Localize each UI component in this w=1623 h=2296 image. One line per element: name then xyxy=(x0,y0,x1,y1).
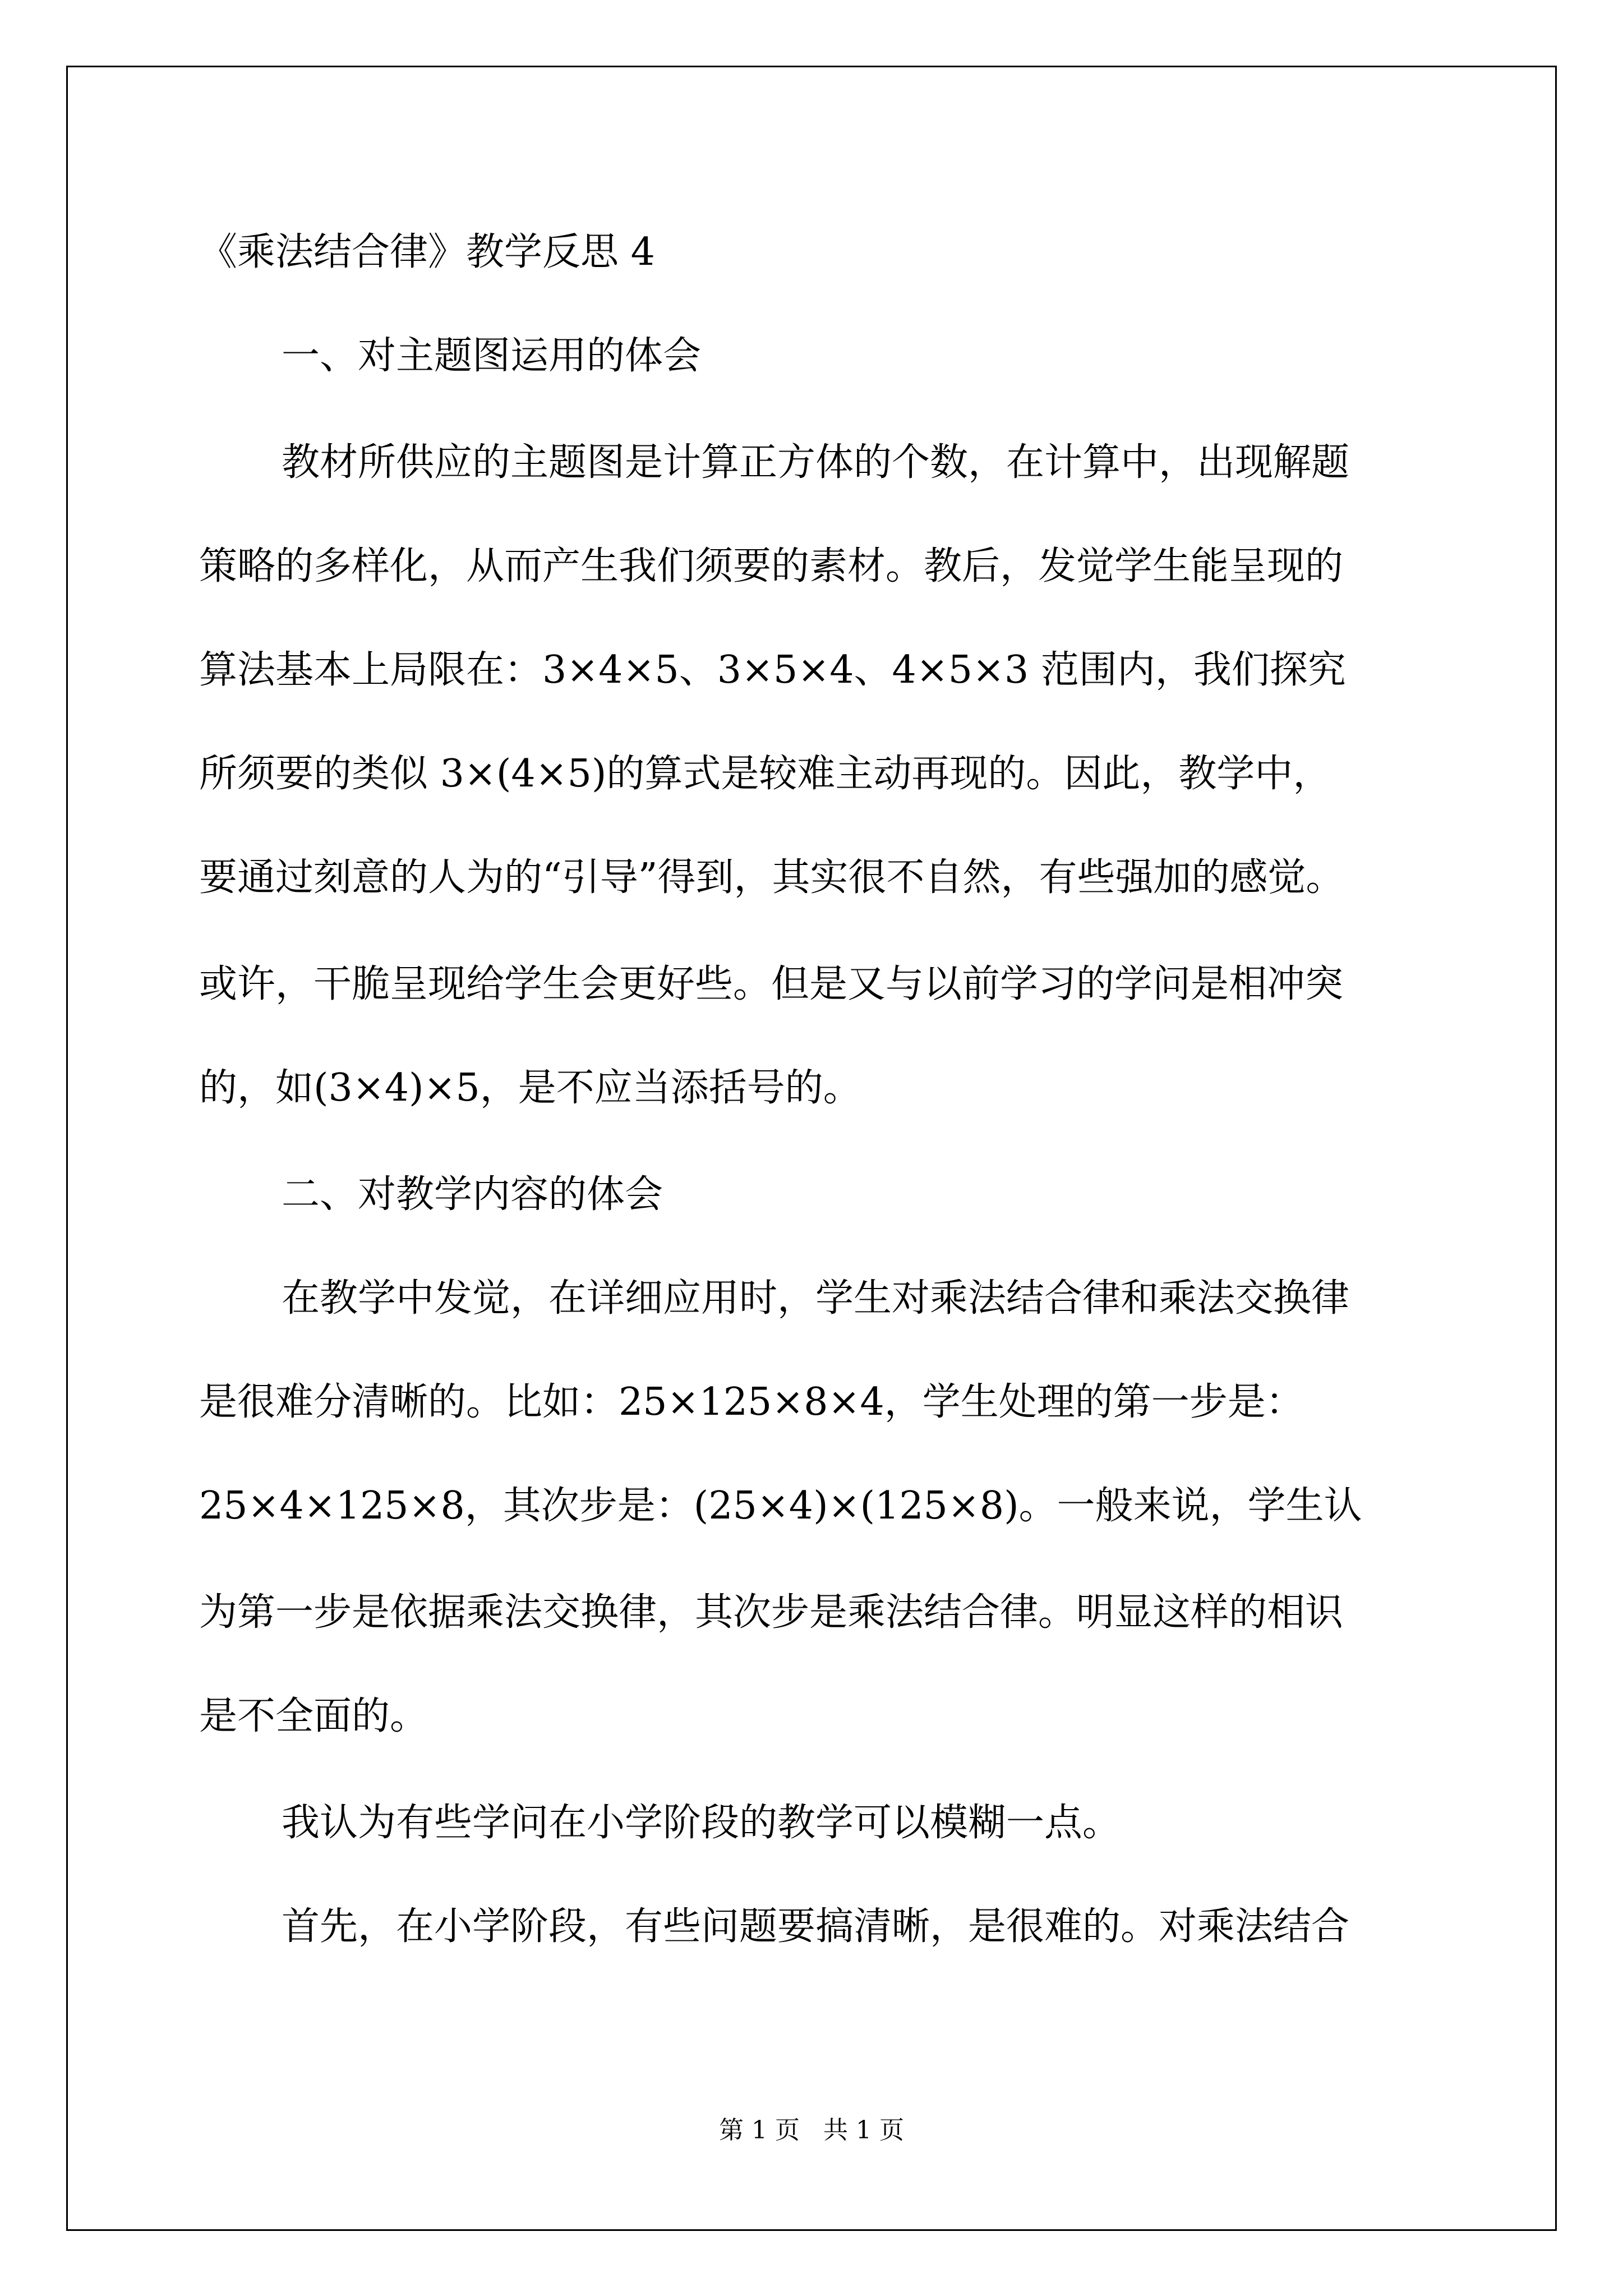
paragraph-line: 算法基本上局限在：3×4×5、3×5×4、4×5×3 范围内，我们探究 xyxy=(199,648,1346,692)
paragraph-line: 是不全面的。 xyxy=(199,1694,428,1738)
paragraph-line: 在教学中发觉，在详细应用时，学生对乘法结合律和乘法交换律 xyxy=(282,1276,1350,1320)
paragraph-line: 策略的多样化，从而产生我们须要的素材。教后，发觉学生能呈现的 xyxy=(199,544,1344,588)
paragraph-line: 所须要的类似 3×(4×5)的算式是较难主动再现的。因此，教学中， xyxy=(199,752,1331,796)
paragraph-line: 我认为有些学问在小学阶段的教学可以模糊一点。 xyxy=(282,1801,1121,1845)
document-title: 《乘法结合律》教学反思 4 xyxy=(199,230,655,274)
paragraph-line: 或许，干脆呈现给学生会更好些。但是又与以前学习的学问是相冲突 xyxy=(199,962,1344,1006)
section-heading-2: 二、对教学内容的体会 xyxy=(282,1172,663,1217)
paragraph-line: 要通过刻意的人为的“引导”得到，其实很不自然，有些强加的感觉。 xyxy=(199,855,1344,900)
paragraph-line: 首先，在小学阶段，有些问题要搞清晰，是很难的。对乘法结合 xyxy=(282,1904,1350,1949)
page-number-footer: 第 1 页 共 1 页 xyxy=(719,2116,904,2145)
paragraph-line: 的，如(3×4)×5，是不应当添括号的。 xyxy=(199,1066,861,1110)
paragraph-line: 教材所供应的主题图是计算正方体的个数，在计算中，出现解题 xyxy=(282,440,1350,485)
paragraph-line: 25×4×125×8，其次步是：(25×4)×(125×8)。一般来说，学生认 xyxy=(199,1484,1362,1528)
paragraph-line: 是很难分清晰的。比如：25×125×8×4，学生处理的第一步是： xyxy=(199,1380,1304,1424)
paragraph-line: 为第一步是依据乘法交换律，其次步是乘法结合律。明显这样的相识 xyxy=(199,1590,1344,1635)
section-heading-1: 一、对主题图运用的体会 xyxy=(282,334,702,378)
